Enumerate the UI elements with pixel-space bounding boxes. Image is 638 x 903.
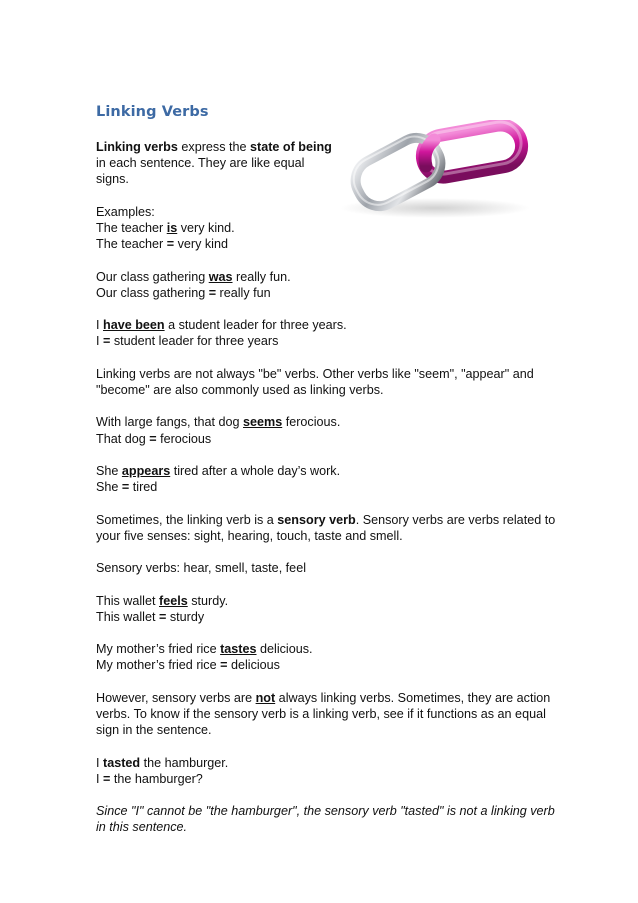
examples-block <box>96 204 556 253</box>
term-linking-verbs: Linking verbs <box>96 140 178 154</box>
example-block <box>96 269 556 301</box>
linking-verb: appears <box>121 463 171 478</box>
examples-label: Examples: <box>96 204 155 219</box>
intro-paragraph: Linking verbs express the state of being in each sentence. They are like equal signs. <box>96 140 332 187</box>
equal-sign: = <box>149 431 157 446</box>
example-sentence: The teacher is very kind. <box>96 221 235 235</box>
term-state-of-being: state of being <box>250 140 332 154</box>
sensory-verb-paragraph: Sometimes, the linking verb is a sensory verb. Sensory verbs are verbs related to your five senses: sight, hearing, touch, taste and smell. <box>96 512 556 543</box>
equal-sign: = <box>208 285 217 300</box>
term-sensory-verb: sensory verb <box>277 512 356 527</box>
example-sentence: Our class gathering was really fun. <box>96 269 291 284</box>
example-block <box>96 317 556 349</box>
example-equation: That dog = ferocious <box>96 431 212 446</box>
example-block <box>96 755 556 787</box>
example-equation: This wallet = sturdy <box>96 609 205 624</box>
document-body <box>96 139 556 852</box>
example-sentence: With large fangs, that dog seems ferocious. <box>96 415 341 430</box>
closing-note: Since "I" cannot be "the hamburger", the sensory verb "tasted" is not a linking verb in this sentence. <box>96 804 555 835</box>
example-equation: I = student leader for three years <box>96 334 279 349</box>
example-equation: My mother’s fried rice = delicious <box>96 658 280 673</box>
sensory-verb: tasted <box>103 755 141 770</box>
equal-sign: = <box>103 771 111 786</box>
linking-verb: tastes <box>220 642 257 657</box>
example-sentence: This wallet feels sturdy. <box>96 593 229 608</box>
example-sentence: I tasted the hamburger. <box>96 755 229 770</box>
example-sentence: She appears tired after a whole day’s work. <box>96 463 341 478</box>
emphasis-not: not <box>255 690 276 705</box>
example-equation: I = the hamburger? <box>96 771 203 786</box>
example-block <box>96 414 556 446</box>
linking-verb: have been <box>103 318 165 333</box>
equal-sign: = <box>220 658 228 673</box>
equal-sign: = <box>159 609 167 624</box>
equal-sign: = <box>121 480 130 495</box>
linking-verb: feels <box>159 593 188 608</box>
example-equation: She = tired <box>96 480 158 495</box>
example-block <box>96 641 556 673</box>
equal-sign: = <box>166 237 175 252</box>
page-title: Linking Verbs <box>96 104 209 120</box>
example-sentence: I have been a student leader for three years. <box>96 318 347 333</box>
linking-verb: is <box>166 221 178 235</box>
example-equation: Our class gathering = really fun <box>96 285 271 300</box>
linking-verb: was <box>208 269 233 284</box>
example-equation: The teacher = very kind <box>96 237 228 252</box>
equal-sign: = <box>103 334 111 349</box>
example-block <box>96 463 556 495</box>
example-block <box>96 593 556 625</box>
sensory-verbs-list: Sensory verbs: hear, smell, taste, feel <box>96 561 306 576</box>
example-sentence: My mother’s fried rice tastes delicious. <box>96 642 313 657</box>
linking-verb: seems <box>243 415 283 430</box>
however-paragraph: However, sensory verbs are not always linking verbs. Sometimes, they are action verbs. To know if the sensory verb is a linking verb, see if it functions as an equal sign in the sentence. <box>96 690 551 738</box>
not-be-verbs-paragraph: Linking verbs are not always "be" verbs. Other verbs like "seem", "appear" and "become" are also commonly used as linking verbs. <box>96 366 534 397</box>
